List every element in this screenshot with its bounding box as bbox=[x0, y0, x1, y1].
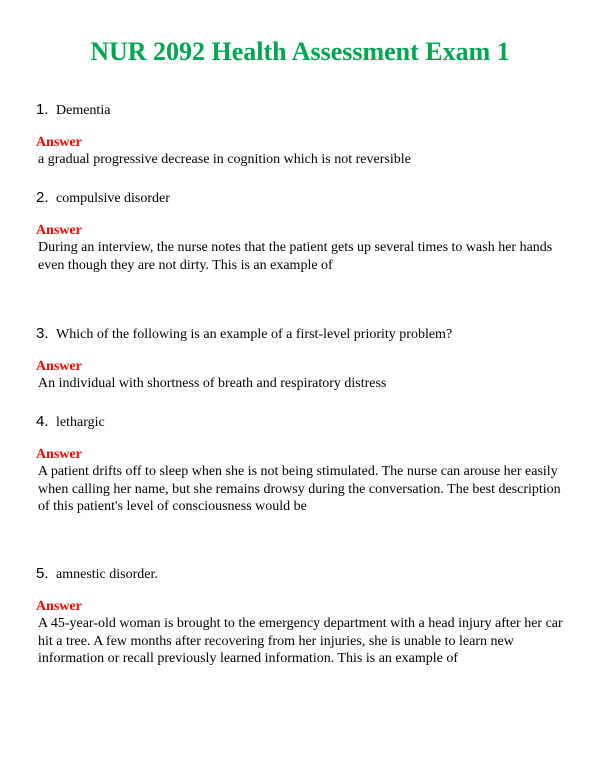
document-title: NUR 2092 Health Assessment Exam 1 bbox=[90, 37, 510, 66]
answer-label: Answer bbox=[36, 599, 82, 614]
qa-item-5 bbox=[36, 564, 566, 668]
question-line bbox=[36, 564, 566, 584]
question-number: 2. bbox=[36, 189, 49, 206]
question-text: Which of the following is an example of a first-level priority problem? bbox=[56, 327, 453, 342]
question-number: 4. bbox=[36, 413, 49, 430]
question-line bbox=[36, 100, 566, 120]
question-line bbox=[36, 412, 566, 432]
question-text: amnestic disorder. bbox=[56, 567, 158, 582]
answer-text: A patient drifts off to sleep when she is not being stimulated. The nurse can arouse her easily when calling her name, but she remains drowsy during the conversation. The best description of this patient's level of consciousness would be bbox=[38, 464, 561, 514]
qa-item-3 bbox=[36, 324, 566, 393]
answer-label: Answer bbox=[36, 447, 82, 462]
answer-label: Answer bbox=[36, 223, 82, 238]
answer-text: A 45-year-old woman is brought to the emergency department with a head injury after her car hit a tree. A few months after recovering from her injuries, she is unable to learn new information or recall previously learned information. This is an example of bbox=[38, 616, 563, 666]
answer-label: Answer bbox=[36, 135, 82, 150]
question-line bbox=[36, 324, 566, 344]
question-text: compulsive disorder bbox=[56, 191, 170, 206]
question-number: 5. bbox=[36, 565, 49, 582]
answer-label: Answer bbox=[36, 359, 82, 374]
qa-item-2 bbox=[36, 188, 566, 274]
question-number: 1. bbox=[36, 101, 49, 118]
answer-text: a gradual progressive decrease in cognition which is not reversible bbox=[38, 152, 411, 167]
question-text: Dementia bbox=[56, 103, 111, 118]
question-text: lethargic bbox=[56, 415, 105, 430]
qa-item-4 bbox=[36, 412, 566, 516]
answer-text: An individual with shortness of breath and respiratory distress bbox=[38, 376, 387, 391]
question-line bbox=[36, 188, 566, 208]
qa-item-1 bbox=[36, 100, 566, 169]
answer-text: During an interview, the nurse notes that the patient gets up several times to wash her hands even though they are not dirty. This is an example of bbox=[38, 240, 553, 273]
question-number: 3. bbox=[36, 325, 49, 342]
